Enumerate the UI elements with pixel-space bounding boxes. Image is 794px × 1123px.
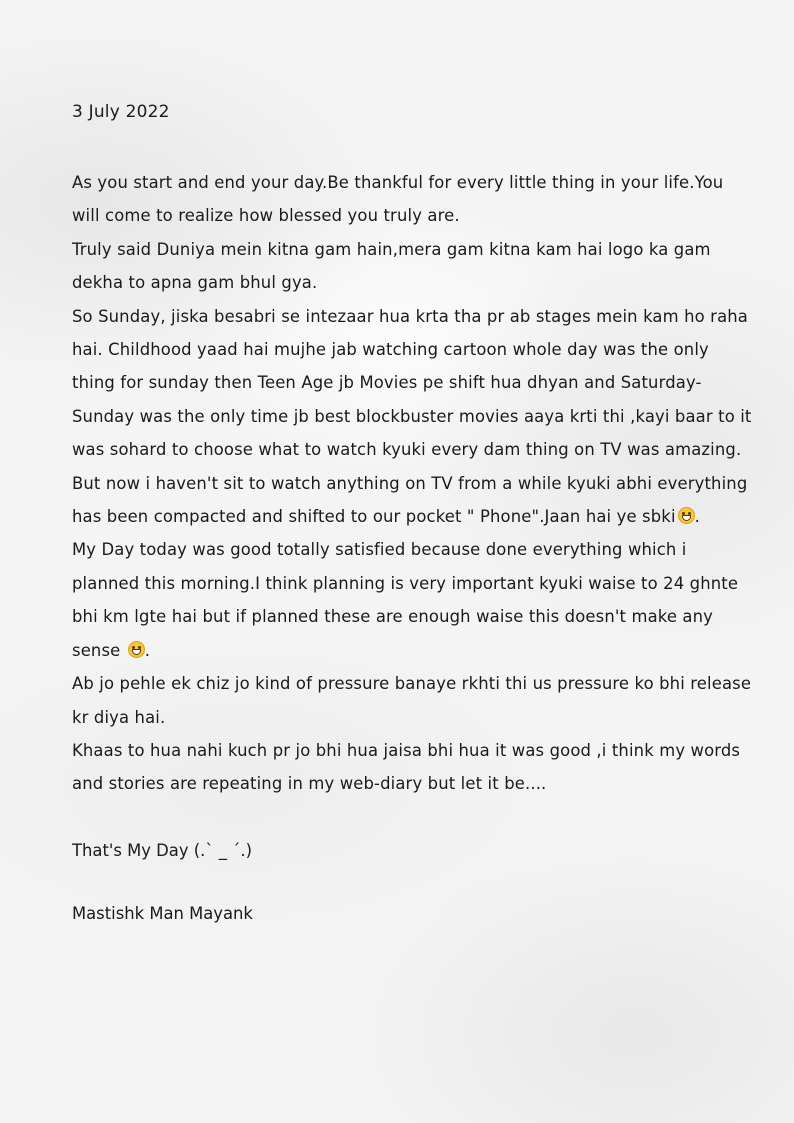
diary-entry [72,96,752,946]
signature: Mastishk Man Mayank [72,903,253,923]
paragraph-gratitude: As you start and end your day.Be thankful for every little thing in your life.You will come to realize how blessed you truly are. [72,173,724,226]
entry-body [72,166,752,801]
paragraph-sunday: So Sunday, jiska besabri se intezaar hua krta tha pr ab stages mein kam ho raha hai. Childhood yaad hai mujhe jab watching cartoon whole day was the only thing for sunday then Teen Age jb Movies pe shift hua dhyan and Saturday-Sunday was the only time jb best blockbuster movies aaya krti thi ,kayi baar to it was sohard to choose what to watch kyuki every dam thing on TV was amazing. [72,306,752,460]
paragraph-phone-text: But now i haven't sit to watch anything on TV from a while kyuki abhi everything has been compacted and shifted to our pocket " Phone".Jaan hai ye sbki [72,473,748,527]
paragraph-khaas: Khaas to hua nahi kuch pr jo bhi hua jaisa bhi hua it was good ,i think my words and stories are repeating in my web-diary but let it be.... [72,740,741,794]
grinning-face-icon [678,507,695,524]
closing-line: That's My Day (.` _ ´.) [72,840,252,860]
smiling-face-icon [128,641,145,658]
paragraph-planning-text: My Day today was good totally satisfied because done everything which i planned this morning.I think planning is very important kyuki waise to 24 ghnte bhi km lgte hai but if planned these are enough waise this doesn't make any sense [72,540,739,660]
entry-date: 3 July 2022 [72,102,170,122]
paragraph-pressure: Ab jo pehle ek chiz jo kind of pressure banaye rkhti thi us pressure ko bhi release kr diya hai. [72,674,752,727]
paragraph-planning: My Day today was good totally satisfied because done everything which i planned this morning.I think planning is very important kyuki waise to 24 ghnte bhi km lgte hai but if planned these are enough waise this doesn't make any sense . [72,540,739,660]
paragraph-phone: But now i haven't sit to watch anything on TV from a while kyuki abhi everything has been compacted and shifted to our pocket " Phone".Jaan hai ye sbki . [72,473,748,527]
paragraph-duniya: Truly said Duniya mein kitna gam hain,mera gam kitna kam hai logo ka gam dekha to apna gam bhul gya. [72,239,711,293]
